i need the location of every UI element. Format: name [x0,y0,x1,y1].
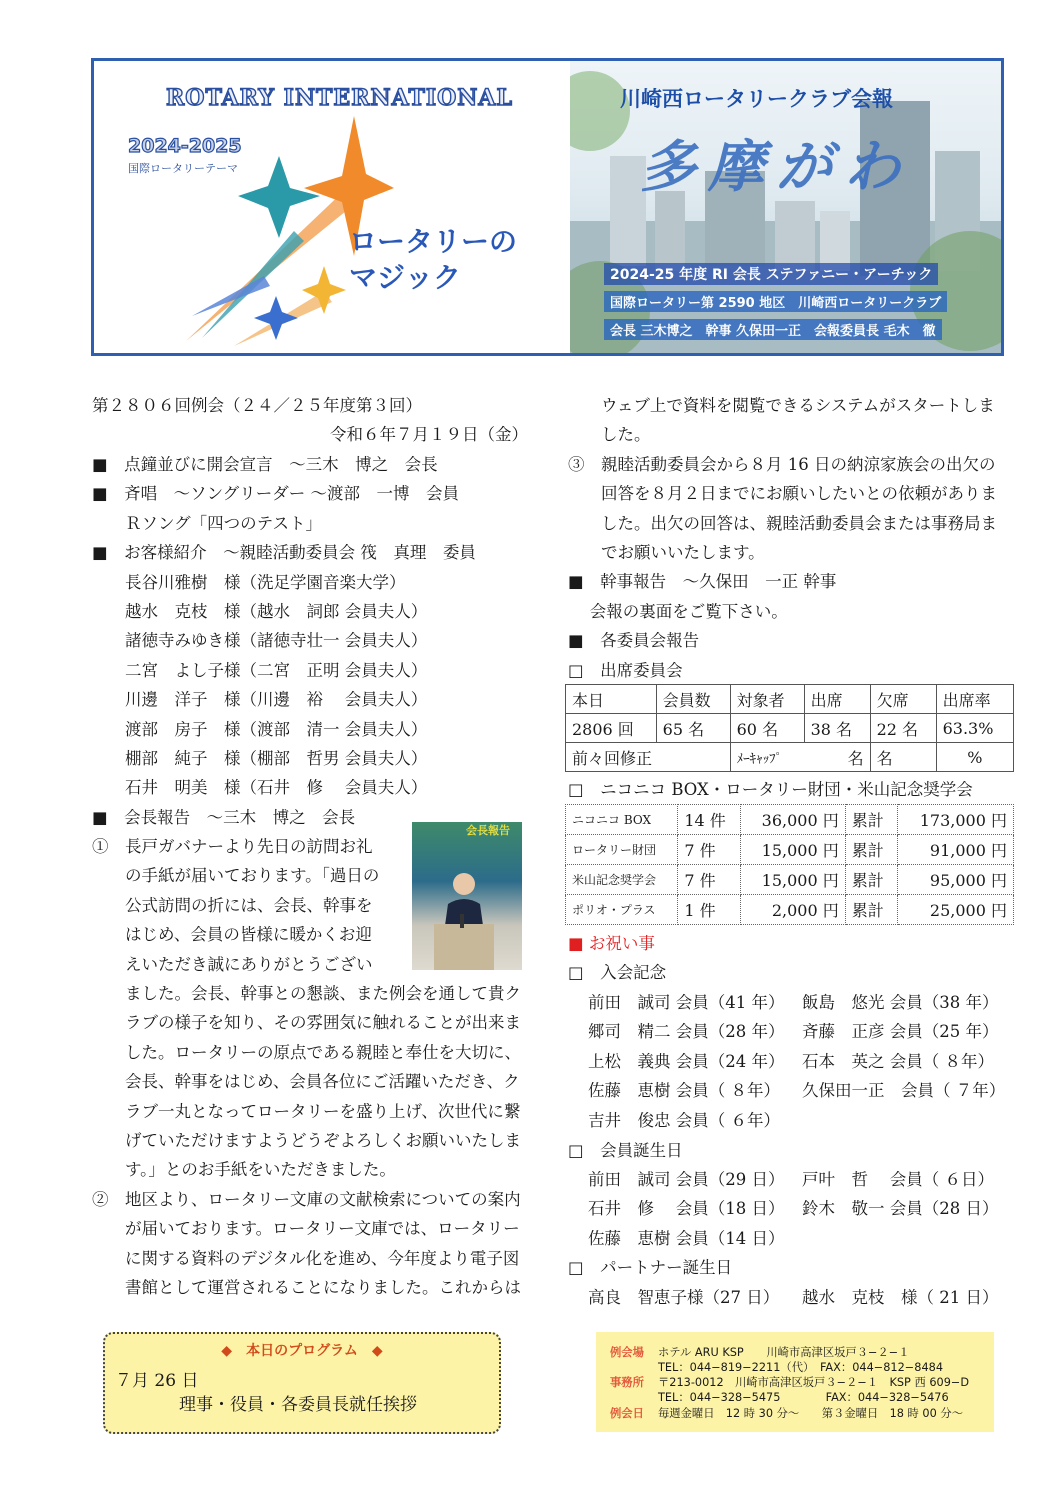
committee-reports-heading: ■ 各委員会報告 [568,631,700,651]
table-cell: 173,000 円 [897,805,1013,835]
program-items [92,450,476,832]
theme-title-line1: ロータリーの [349,225,518,258]
list-item: 越水 克枝 様（ 21 日） [802,1288,999,1307]
secretary-report: ■ 幹事報告 ～久保田 一正 幹事 [568,572,837,592]
rotary-theme-panel [94,61,570,353]
table-cell: 14 件 [678,805,741,835]
table-cell: 22 名 [870,714,936,743]
header-banner [91,58,1004,356]
list-item: 佐藤 恵樹 会員（ ８年） [588,1081,780,1101]
table-row [566,685,1014,714]
office-tel: TEL：044−328−5475 FAX：044−328−5476 [658,1391,949,1404]
guest-7: 棚部 純子 様（棚部 哲男 会員夫人） [92,749,428,769]
list-item: 前田 誠司 会員（41 年） [588,993,785,1012]
report-line: 回答を８月２日までにお願いしたいとの依頼がありま [568,484,997,504]
table-cell: ポリオ・プラス [566,895,678,925]
table-cell: 累計 [845,835,897,865]
report1-line: 公式訪問の折には、会長、幹事を [92,895,373,915]
report-line: に関する資料のデジタル化を進め、今年度より電子図 [92,1248,520,1268]
table-cell: 25,000 円 [897,895,1013,925]
president-photo [412,822,522,970]
meeting-title: 第２８０６回例会（２４／２５年度第３回） [92,396,422,415]
table-cell: 38 名 [804,714,870,743]
join-list-2 [802,988,1005,1106]
table-header: 欠席 [870,685,936,714]
report-line: した。出欠の回答は、親睦活動委員会または事務局ま [568,513,997,533]
club-newsletter-title: 川崎西ロータリークラブ会報 [620,87,893,111]
box-heading: □ ニコニコ BOX・ロータリー財団・米山記念奨学会 [568,780,973,799]
table-row [566,895,1014,925]
guest-8: 石井 明美 様（石井 修 会員夫人） [92,778,428,798]
table-cell: 15,000 円 [741,865,845,895]
table-cell: 1 件 [678,895,741,925]
table-cell: 15,000 円 [741,835,845,865]
table-cell: 累計 [845,895,897,925]
list-item: 戸叶 哲 会員（ ６日） [802,1170,994,1189]
table-cell: ロータリー財団 [566,835,678,865]
celebrations-title: お祝い事 [588,934,655,953]
attendance-table [565,684,1014,772]
venue-tel: TEL：044−819−2211（代） FAX：044−812−8484 [658,1361,944,1374]
table-header: 本日 [566,685,657,714]
table-cell: ニコニコ BOX [566,805,678,835]
program-title: ◆ 本日のプログラム ◆ [221,1343,383,1359]
list-item: 佐藤 恵樹 会員（14 日） [588,1228,785,1248]
list-item: 上松 義典 会員（24 年） [588,1051,785,1071]
meeting-date: 令和６年７月１９日（金） [330,425,528,444]
report-line: でお願いいたします。 [568,543,765,563]
report-line: 会長、幹事をはじめ、会員各位にご活躍いただき、ク [92,1072,520,1092]
report-line: した。ロータリーの原点である親睦と奉仕を大切に、 [92,1042,521,1062]
theme-title [349,224,517,296]
table-cell: 2,000 円 [741,895,845,925]
meeting-day-label: 例会日 [610,1407,644,1420]
table-header: 出席 [804,685,870,714]
club-info-box [596,1332,994,1432]
guest-3: 諸徳寺みゆき様（諸徳寺壮一 会員夫人） [92,631,428,651]
president-report-1-long [92,979,521,1302]
list-item: 石本 英之 会員（ ８年） [802,1051,994,1071]
report-line: ② 地区より、ロータリー文庫の文献検索についての案内 [92,1189,521,1209]
table-header: 会員数 [656,685,730,714]
todays-program-box [103,1332,501,1434]
table-row [566,714,1014,743]
list-item: 石井 修 会員（18 日） [588,1199,785,1219]
table-cell: 名 [804,743,870,772]
masthead-calligraphy: 多摩がわ [640,134,912,200]
report-line: ラブ一丸となってロータリーを盛り上げ、次世代に繋 [92,1101,521,1121]
guest-2: 越水 克枝 様（越水 詞郎 会員夫人） [92,602,428,622]
report-line: ラブの様子を知り、その雰囲気に触れることが出来ま [92,1013,521,1033]
report-line: が届いております。ロータリー文庫では、ロータリー [92,1219,520,1239]
report-line: ウェブ上で資料を閲覧できるシステムがスタートしま [568,396,995,415]
celebrations-heading [568,929,655,958]
report1-line: の手紙が届いております。「過日の [92,866,380,886]
table-cell: 95,000 円 [897,865,1013,895]
report-line: 書館として運営されることになりました。これからは [92,1278,521,1298]
table-cell: 7 件 [678,835,741,865]
ri-president-line: 2024-25 年度 RI 会長 ステファニー・アーチック [604,263,938,285]
birthday-heading: □ 会員誕生日 [568,1141,683,1160]
partner-heading: □ パートナー誕生日 [568,1258,733,1277]
guest-1: 長谷川雅樹 様（洗足学園音楽大学） [92,572,406,592]
list-item: 斉藤 正彦 会員（25 年） [802,1022,999,1042]
guest-5: 川邊 洋子 様（川邊 裕 会員夫人） [92,690,428,710]
report1-line: はじめ、会員の皆様に暖かくお迎 [92,925,372,945]
program-content: 理事・役員・各委員長就任挨拶 [179,1395,417,1415]
table-cell: ﾒｰｷｬｯﾌﾟ [730,743,804,772]
table-cell: 7 件 [678,865,741,895]
item-president-report: ■ 会長報告 ～三木 博之 会長 [92,807,356,827]
report-line: す。」とのお手紙をいただきました。 [92,1160,396,1180]
photo-caption: 会長報告 [466,824,510,837]
table-cell: 累計 [845,865,897,895]
president-report-1-short [92,832,379,979]
report-line: ました。会長、幹事との懇談、また例会を通して貴ク [92,984,521,1003]
table-row [566,835,1014,865]
table-header: 出席率 [936,685,1013,714]
report1-line: えいただき誠にありがとうござい [92,954,373,974]
table-row [566,865,1014,895]
report-line: げていただけますようどうぞよろしくお願いいたしま [92,1131,521,1151]
item-song-title: Ｒソング「四つのテスト」 [92,513,323,533]
venue-address: ホテル ARU KSP 川崎市高津区坂戸３−２−１ [658,1346,910,1359]
join-heading: □ 入会記念 [568,963,667,982]
item-guests: ■ お客様紹介 ～親睦活動委員会 筏 真理 委員 [92,543,476,563]
list-item: 飯島 悠光 会員（38 年） [802,993,999,1012]
table-row [566,805,1014,835]
table-cell: 65 名 [656,714,730,743]
item-opening: ■ 点鐘並びに開会宣言 ～三木 博之 会長 [92,455,438,474]
donations-table [565,804,1014,925]
list-item: 前田 誠司 会員（29 日） [588,1170,785,1189]
secretary-report-note: 会報の裏面をご覧下さい。 [568,601,788,621]
table-cell: 名 [870,743,936,772]
list-item: 久保田一正 会員（ ７年） [802,1081,1006,1101]
list-item: 鈴木 敬一 会員（28 日） [802,1199,999,1219]
rotary-international-title: ROTARY INTERNATIONAL [166,85,513,111]
office-label: 事務所 [610,1376,644,1389]
table-header: 対象者 [730,685,804,714]
attendance-committee-heading: □ 出席委員会 [568,660,683,680]
table-cell: % [936,743,1013,772]
theme-label: 国際ロータリーテーマ [128,162,238,175]
table-row [566,743,1014,772]
list-item: 高良 智恵子様（27 日） [588,1288,780,1307]
officers-line: 会長 三木博之 幹事 久保田一正 会報委員長 毛木 徹 [604,319,942,340]
report1-line: ① 長戸ガバナーより先日の訪問お礼 [92,837,373,856]
district-line: 国際ロータリー第 2590 地区 川崎西ロータリークラブ [604,291,947,312]
club-masthead-panel [570,61,1001,353]
table-cell: 63.3% [936,714,1013,743]
list-item: 郷司 精二 会員（28 年） [588,1022,785,1042]
birthday-list-2 [802,1165,999,1224]
item-song: ■ 斉唱 ～ソングリーダー ～渡部 一博 会員 [92,484,460,504]
right-column-text [568,391,997,685]
table-cell: 91,000 円 [897,835,1013,865]
table-cell: 累計 [845,805,897,835]
join-list [588,988,785,1135]
table-cell: 前々回修正 [566,743,731,772]
theme-title-line2: マジック [349,261,462,294]
guest-6: 渡部 房子 様（渡部 清一 会員夫人） [92,719,428,739]
theme-year: 2024-2025 [128,135,242,157]
report-line: ③ 親睦活動委員会から８月 16 日の納涼家族会の出欠の [568,454,996,474]
table-cell: 36,000 円 [741,805,845,835]
meeting-day: 毎週金曜日 12 時 30 分～ 第３金曜日 18 時 00 分～ [658,1407,963,1420]
table-cell: 2806 回 [566,714,657,743]
venue-label: 例会場 [610,1346,644,1359]
red-square-icon: ■ [568,934,584,953]
list-item: 吉井 俊忠 会員（ ６年） [588,1110,780,1130]
birthday-list [588,1165,785,1253]
report-line: した。 [568,425,651,445]
table-cell: 60 名 [730,714,804,743]
program-date: ７月 26 日 [115,1371,199,1391]
speaker-figure [412,822,522,970]
guest-4: 二宮 よし子様（二宮 正明 会員夫人） [92,660,428,680]
office-address: 〒213-0012 川崎市高津区坂戸３−２−１ KSP 西 609−D [658,1376,970,1389]
table-cell: 米山記念奨学会 [566,865,678,895]
